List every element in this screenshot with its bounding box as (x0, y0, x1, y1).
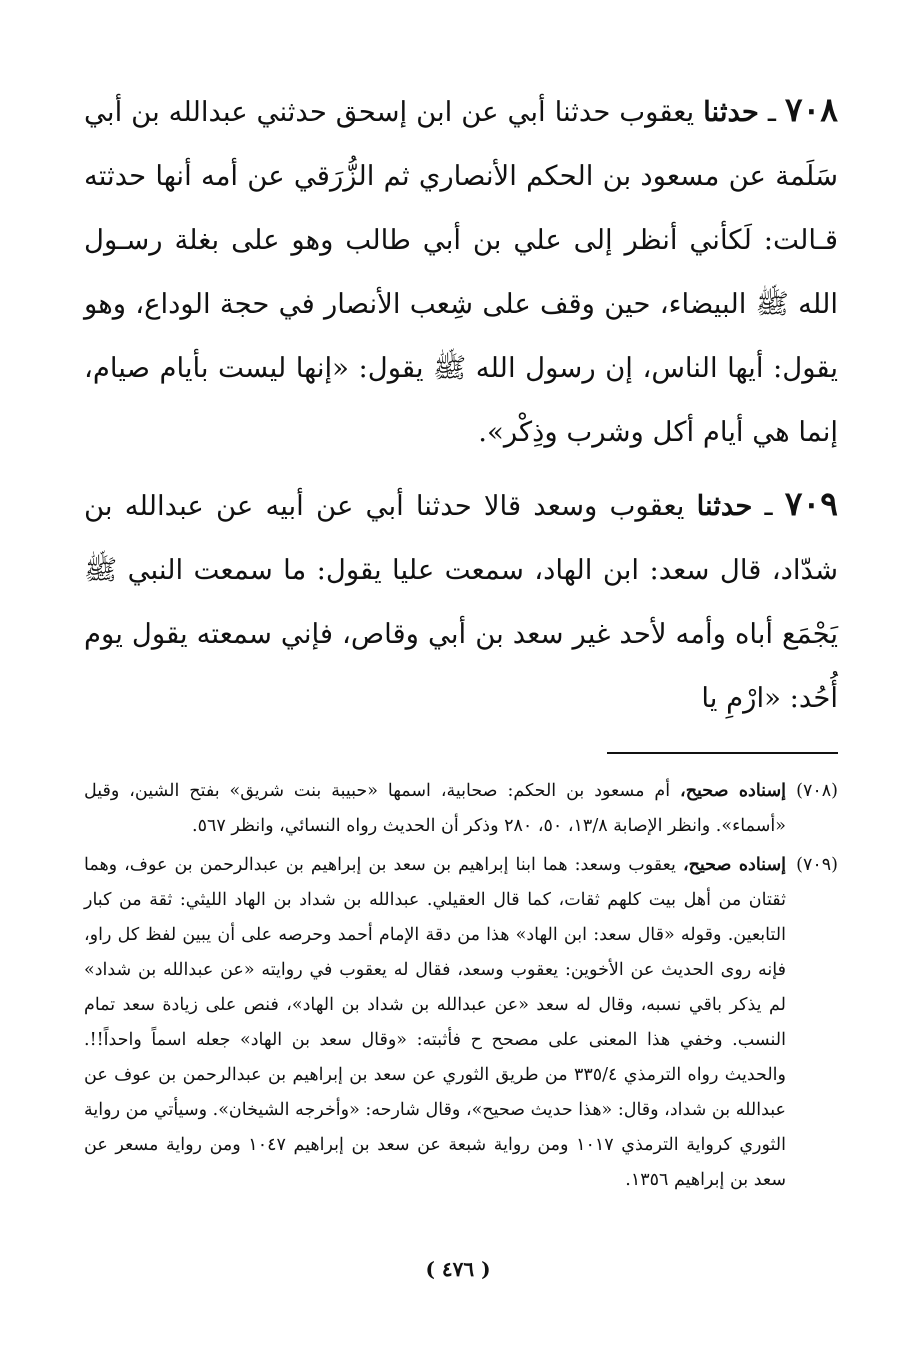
page-number: ( ٤٧٦ ) (425, 1257, 491, 1281)
footnote-709 (84, 848, 838, 1198)
hadith-text: يعقوب وسعد قالا حدثنا أبي عن أبيه عن عبدالله بن شدّاد، قال سعد: ابن الهاد، سمعت عليا يقول: ما سمعت النبي ﷺ يَجْمَع أباه وأمه لأحد غير سعد بن أبي وقاص، فإني سمعته يقول يوم أُحُد: «ارْمِ يا (84, 490, 838, 714)
footnote-number: (٧٠٨) (796, 781, 838, 801)
footnote-separator (607, 752, 838, 754)
footnote-body (84, 774, 786, 844)
footnotes (84, 774, 838, 1198)
hadith-lead: حدثنا (696, 490, 753, 522)
dash: ـ (758, 96, 776, 128)
hadith-text: يعقوب حدثنا أبي عن ابن إسحق حدثني عبدالله بن أبي سَلَمة عن مسعود بن الحكم الأنصاري ثم الزُّرَقي عن أمه أنها حدثته قـالت: لَكأني أنظر إلى علي بن أبي طالب وهو على بغلة رسـول الله ﷺ البيضاء، حين وقف على شِعب الأنصار في حجة الوداع، وهو يقول: أيها الناس، إن رسول الله ﷺ يقول: «إنها ليست بأيام صيام، إنما هي أيام أكل وشرب وذِكْر». (84, 96, 838, 448)
hadith-number: ٧٠٩ (784, 484, 838, 523)
footnote-708 (84, 774, 838, 844)
hadith-708 (84, 78, 838, 464)
footnote-lead: إسناده صحيح، (682, 855, 786, 875)
dash: ـ (752, 490, 773, 522)
hadith-709 (84, 472, 838, 730)
main-text (84, 78, 838, 730)
footnote-body (84, 848, 786, 1198)
hadith-lead: حدثنا (703, 96, 759, 128)
footnote-text: يعقوب وسعد: هما ابنا إبراهيم بن سعد بن إبراهيم بن عبدالرحمن بن عوف، وهما ثقتان من أهل بيت كلهم ثقات، كما قال العقيلي. عبدالله بن شداد بن الهاد الليثي: ثقة من كبار التابعين. وقوله «قال سعد: ابن الهاد» هذا من دقة الإمام أحمد وحرصه على أن يبين لفظ كل راو، فإنه روى الحديث عن الأخوين: يعقوب وسعد، فقال له يعقوب في روايته «عن عبدالله بن شداد» لم يذكر باقي نسبه، وقال له سعد «عن عبدالله بن شداد بن الهاد»، فنص على زيادة سعد تمام النسب. وخفي هذا المعنى على مصحح ح فأثبته: «وقال سعد بن الهاد» جعله اسماً واحداً!!. والحديث رواه الترمذي ٣٣٥/٤ من طريق الثوري عن سعد بن إبراهيم بن عبدالرحمن بن عوف عن عبدالله بن شداد، وقال: «هذا حديث صحيح»، وقال شارحه: «وأخرجه الشيخان». وسيأتي من رواية الثوري كرواية الترمذي ١٠١٧ ومن رواية شبعة عن سعد بن إبراهيم ١٠٤٧ ومن رواية مسعر عن سعد بن إبراهيم ١٣٥٦. (84, 855, 786, 1190)
hadith-number: ٧٠٨ (784, 90, 838, 129)
footnote-number: (٧٠٩) (796, 855, 838, 875)
footnote-lead: إسناده صحيح، (680, 781, 786, 801)
footnote-text: أم مسعود بن الحكم: صحابية، اسمها «حبيبة بنت شريق» بفتح الشين، وقيل «أسماء». وانظر الإصابة ١٣/٨، ٥٠، ٢٨٠ وذكر أن الحديث رواه النسائي، وانظر ٥٦٧. (84, 781, 786, 836)
